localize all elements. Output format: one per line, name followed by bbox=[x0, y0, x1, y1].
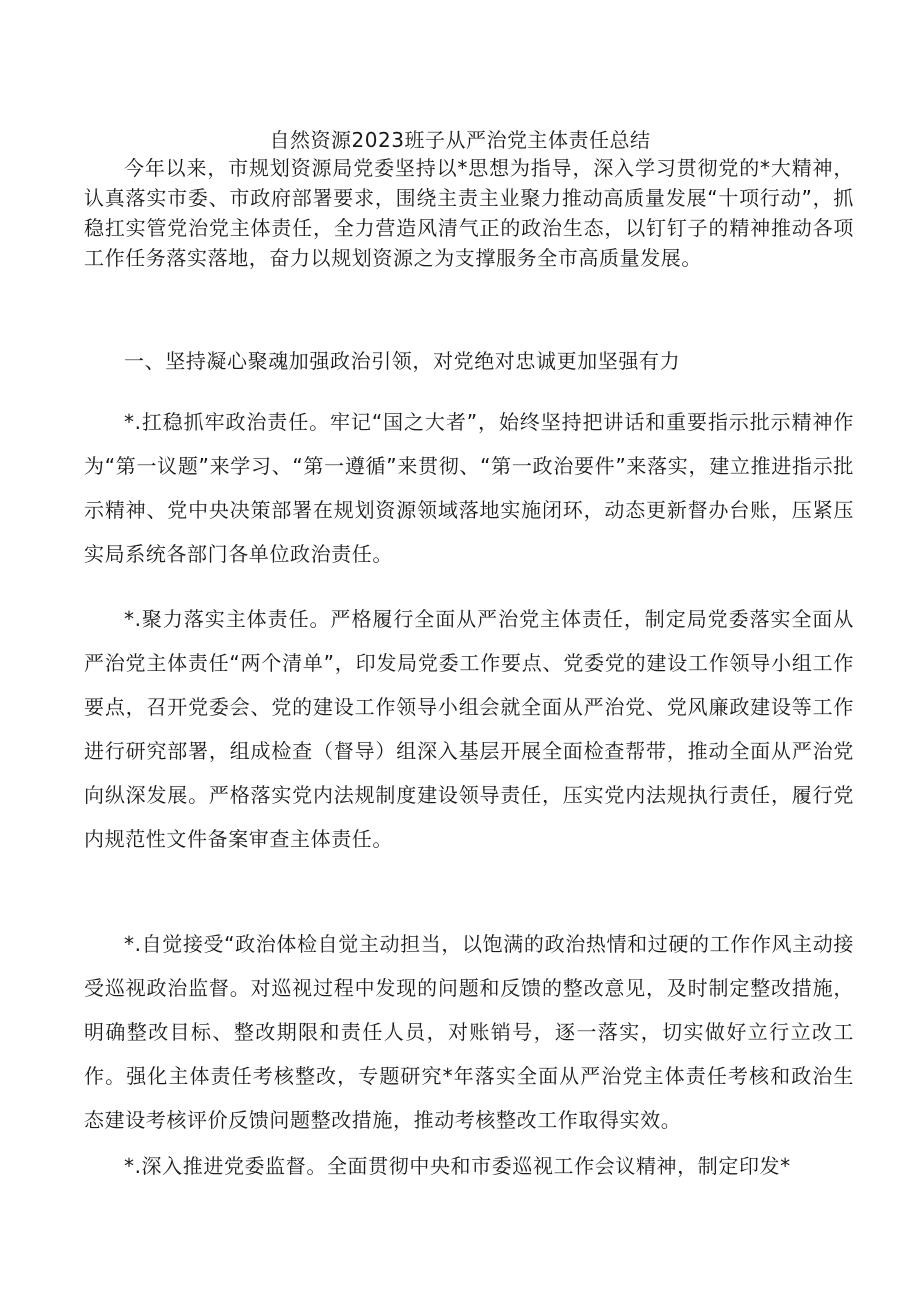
item-paragraph-3: *.自觉接受“政治体检自觉主动担当，以饱满的政治热情和过硬的工作作风主动接受巡视政治监督。对巡视过程中发现的问题和反馈的整改意见，及时制定整改措施，明确整改目标、整改期限和责任人员，对账销号，逐一落实，切实做好立行立改工作。强化主体责任考核整改，专题研究*年落实全面从严治党主体责任考核和政治生态建设考核评价反馈问题整改措施，推动考核整改工作取得实效。 bbox=[84, 932, 854, 1132]
item-paragraph-1: *.扛稳抓牢政治责任。牢记“国之大者”，始终坚持把讲话和重要指示批示精神作为“第一议题”来学习、“第一遵循”来贯彻、“第一政治要件”来落实，建立推进指示批示精神、党中央决策部署在规划资源领域落地实施闭环，动态更新督办台账，压紧压实局系统各部门各单位政治责任。 bbox=[84, 410, 854, 566]
item-paragraph-2: *.聚力落实主体责任。严格履行全面从严治党主体责任，制定局党委落实全面从严治党主体责任“两个清单”，印发局党委工作要点、党委党的建设工作领导小组工作要点，召开党委会、党的建设工作领导小组会就全面从严治党、党风廉政建设等工作进行研究部署，组成检查（督导）组深入基层开展全面检查帮带，推动全面从严治党向纵深发展。严格落实党内法规制度建设领导责任，压实党内法规执行责任，履行党内规范性文件备案审查主体责任。 bbox=[84, 607, 854, 851]
document-title: 自然资源2023班子从严治党主体责任总结 bbox=[269, 128, 651, 152]
section-heading-1: 一、坚持凝心聚魂加强政治引领，对党绝对忠诚更加坚强有力 bbox=[124, 349, 681, 373]
item-paragraph-4: *.深入推进党委监督。全面贯彻中央和市委巡视工作会议精神，制定印发* bbox=[124, 1154, 791, 1178]
intro-paragraph: 今年以来，市规划资源局党委坚持以*思想为指导，深入学习贯彻党的*大精神，认真落实市委、市政府部署要求，围绕主责主业聚力推动高质量发展“十项行动”，抓稳扛实管党治党主体责任，全力营造风清气正的政治生态，以钉钉子的精神推动各项工作任务落实落地，奋力以规划资源之为支撑服务全市高质量发展。 bbox=[84, 156, 854, 270]
